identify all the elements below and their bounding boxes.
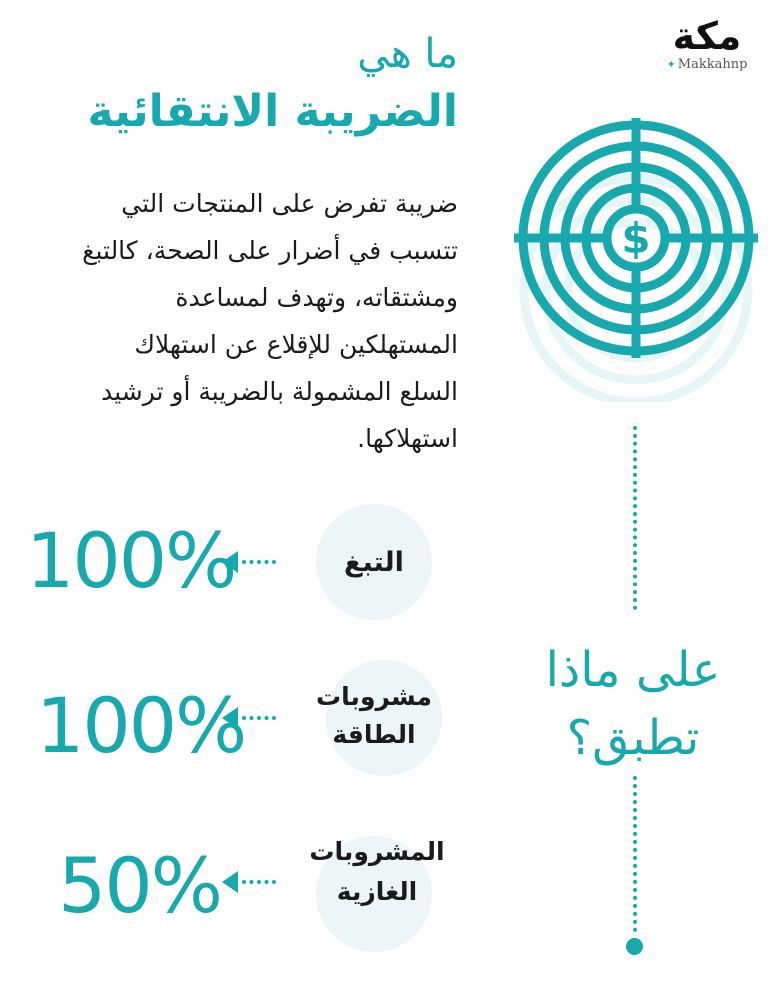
arrow-dots: [242, 560, 276, 564]
arrow-dots: [242, 880, 276, 884]
logo-wordmark: مكة: [672, 14, 742, 58]
category-label-tobacco: التبغ: [344, 547, 404, 578]
logo-handle: [652, 58, 762, 72]
question-line-1: على ماذا: [545, 642, 721, 698]
description: [38, 180, 458, 462]
connector-end-dot: [626, 938, 643, 955]
description-line: السلع المشمولة بالضريبة أو ترشيد: [101, 377, 458, 406]
connector-dots-top: [633, 426, 637, 610]
description-line: ضريبة تفرض على المنتجات التي: [121, 189, 458, 218]
twitter-bird-icon: ✦: [666, 58, 676, 71]
title-line-1: ما هي: [357, 31, 458, 77]
category-label-energy-drinks: مشروبات الطاقة: [316, 682, 432, 749]
description-line: ومشتقاته، وتهدف لمساعدة: [175, 283, 458, 312]
arrow-dots: [242, 716, 276, 720]
title-line-2: الضريبة الانتقائية: [87, 86, 458, 137]
logo-handle-text: Makkahnp: [677, 57, 748, 72]
question-heading: [518, 636, 748, 772]
dollar-target-icon: [508, 112, 764, 402]
dollar-sign: $: [621, 214, 651, 263]
logo: [652, 14, 762, 74]
percentage-energy-drinks: 100%: [36, 681, 246, 770]
arrow-left-icon: [222, 871, 238, 893]
connector-dots-bottom: [633, 776, 637, 932]
category-label-soft-drinks: المشروبات الغازية: [309, 837, 445, 906]
description-line: استهلاكها.: [357, 424, 458, 453]
question-line-2: تطبق؟: [566, 710, 700, 766]
percentage-tobacco: 100%: [26, 516, 236, 605]
description-line: تتسبب في أضرار على الصحة، كالتبغ: [82, 236, 458, 265]
percentage-soft-drinks: 50%: [58, 841, 221, 930]
description-line: المستهلكين للإقلاع عن استهلاك: [134, 330, 458, 359]
